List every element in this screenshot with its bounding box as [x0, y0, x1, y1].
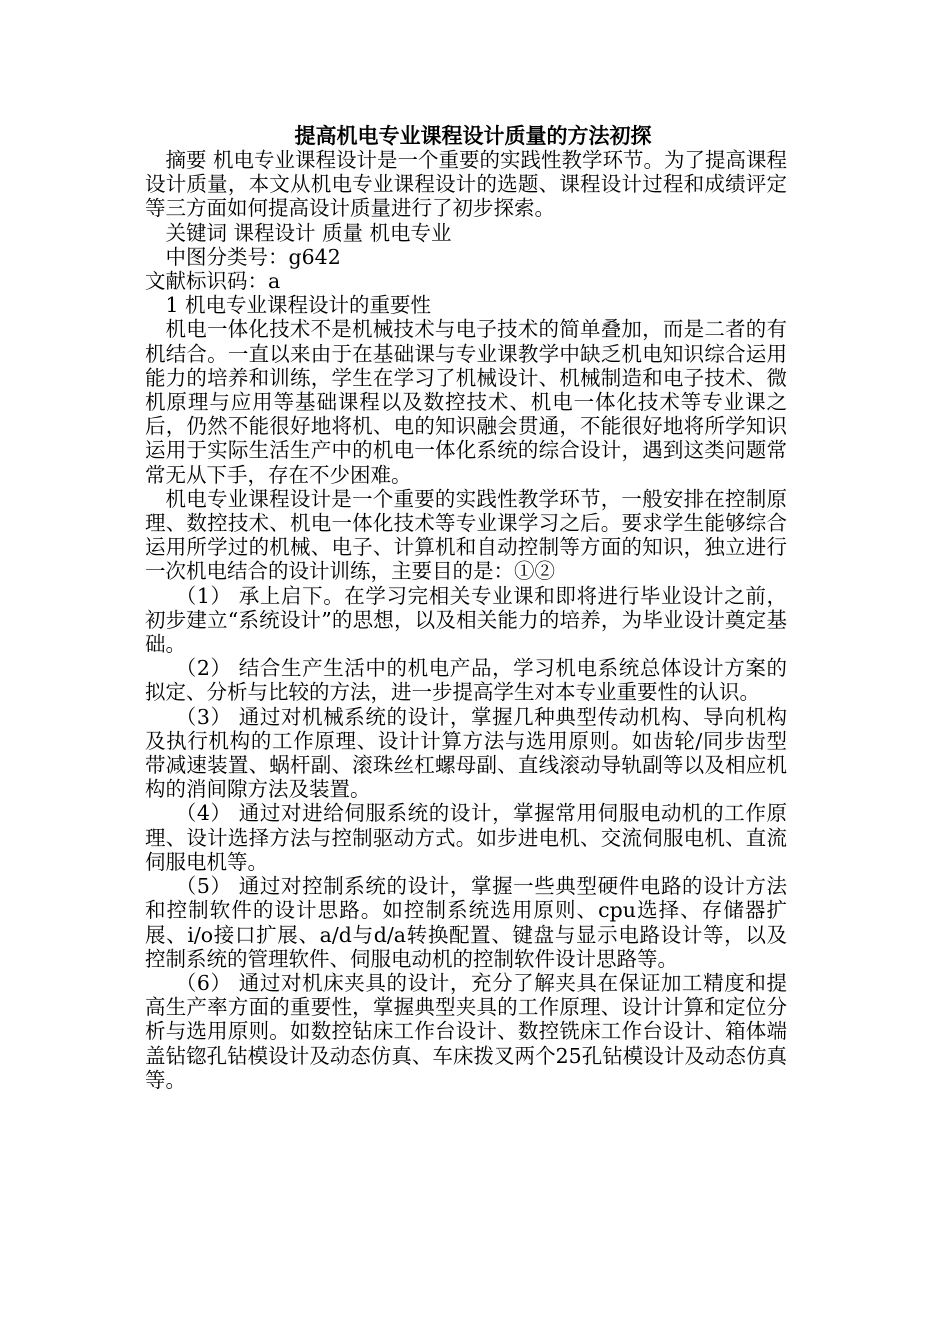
list-item: （5） 通过对控制系统的设计，掌握一些典型硬件电路的设计方法和控制软件的设计思路。如控制系统选用原则、cpu选择、存储器扩展、i/o接口扩展、a/d与d/a转换配置、键盘与显示电路设计等，以及控制系统的管理软件、伺服电动机的控制软件设计思路等。 [145, 874, 787, 971]
abstract: 摘要 机电专业课程设计是一个重要的实践性教学环节。为了提高课程设计质量，本文从机电专业课程设计的选题、课程设计过程和成绩评定等三方面如何提高设计质量进行了初步探索。 [145, 148, 788, 221]
list-item: （2） 结合生产生活中的机电产品，学习机电系统总体设计方案的拟定、分析与比较的方法，进一步提高学生对本专业重要性的认识。 [145, 656, 787, 705]
document-title: 提高机电专业课程设计质量的方法初探 [294, 123, 652, 148]
paragraph: 机电专业课程设计是一个重要的实践性教学环节，一般安排在控制原理、数控技术、机电一体化技术等专业课学习之后。要求学生能够综合运用所学过的机械、电子、计算机和自动控制等方面的知识，独立进行一次机电结合的设计训练，主要目的是：①② [145, 486, 787, 584]
keywords: 关键词 课程设计 质量 机电专业 [165, 220, 452, 245]
paragraph: 机电一体化技术不是机械技术与电子技术的简单叠加，而是二者的有机结合。一直以来由于在基础课与专业课教学中缺乏机电知识综合运用能力的培养和训练，学生在学习了机械设计、机械制造和电子技术、微机原理与应用等基础课程以及数控技术、机电一体化技术等专业课之后，仍然不能很好地将机、电的知识融会贯通，不能很好地将所学知识运用于实际生活生产中的机电一体化系统的综合设计，遇到这类问题常常无从下手，存在不少困难。 [145, 317, 787, 487]
list-item: （6） 通过对机床夹具的设计，充分了解夹具在保证加工精度和提高生产率方面的重要性，掌握典型夹具的工作原理、设计计算和定位分析与选用原则。如数控钻床工作台设计、数控铣床工作台设计、箱体端盖钻锪孔钻模设计及动态仿真、车床拨叉两个25孔钻模设计及动态仿真等。 [145, 970, 787, 1092]
list-item: （4） 通过对进给伺服系统的设计，掌握常用伺服电动机的工作原理、设计选择方法与控制驱动方式。如步进电机、交流伺服电机、直流伺服电机等。 [145, 801, 787, 874]
classification-number: 中图分类号：g642 [165, 244, 341, 269]
list-item: （3） 通过对机械系统的设计，掌握几种典型传动机构、导向机构及执行机构的工作原理、设计计算方法与选用原则。如齿轮/同步齿型带减速装置、蜗杆副、滚珠丝杠螺母副、直线滚动导轨副等以及相应机构的消间隙方法及装置。 [145, 704, 787, 802]
document-code: 文献标识码：a [145, 269, 281, 294]
list-item: （1） 承上启下。在学习完相关专业课和即将进行毕业设计之前，初步建立“系统设计”的思想，以及相关能力的培养，为毕业设计奠定基础。 [145, 583, 787, 657]
document-page [145, 124, 787, 1092]
section-heading: 1 机电专业课程设计的重要性 [165, 293, 432, 318]
